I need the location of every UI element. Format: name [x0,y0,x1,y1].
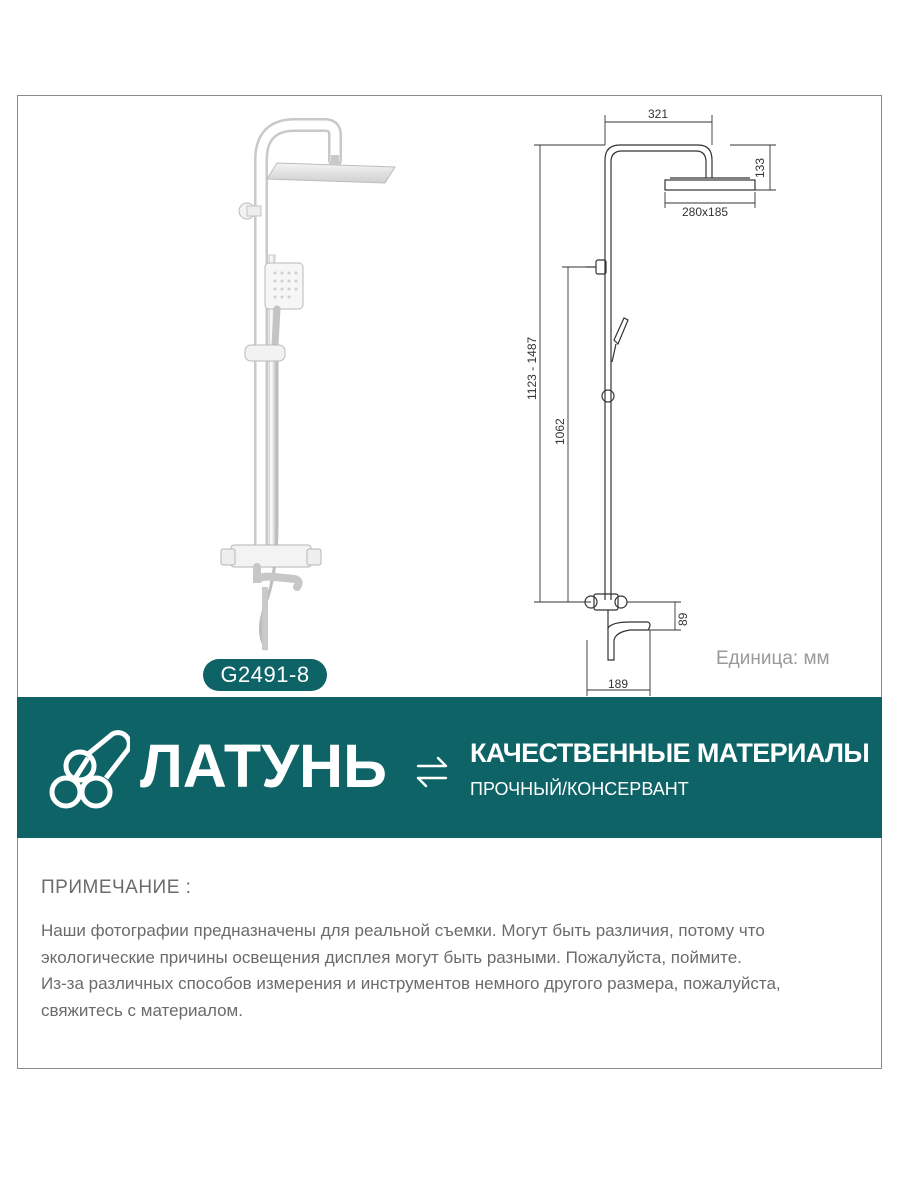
dim-head-height: 133 [753,157,767,178]
note-title: ПРИМЕЧАНИЕ : [41,877,192,898]
dim-valve-height: 89 [676,612,690,626]
quality-subline: ПРОЧНЫЙ/КОНСЕРВАНТ [470,779,689,799]
dim-total-height: 1123 - 1487 [525,336,539,400]
note-line: Наши фотографии предназначены для реальной съемки. Могут быть различия, потому что [41,921,765,940]
dim-slide-height: 1062 [553,418,567,445]
dim-head-size: 280x185 [682,205,729,219]
model-badge: G2491-8 [203,659,327,691]
note-text [41,918,871,1024]
swap-arrows-icon [412,752,452,792]
pipes-icon [48,728,130,810]
note-line: свяжитесь с материалом. [41,1000,243,1020]
note-line: Из-за различных способов измерения и инструментов немного другого размера, пожалуйста, [41,974,781,993]
dim-top-width: 321 [648,107,669,121]
material-name: ЛАТУНЬ [140,732,387,800]
dim-spout-depth: 189 [608,677,629,691]
shower-system-photo [185,105,425,695]
dimension-drawing [500,100,880,700]
quality-headline: КАЧЕСТВЕННЫЕ МАТЕРИАЛЫ [470,738,870,768]
unit-label: Единица: мм [716,648,830,669]
note-line: экологические причины освещения дисплея могут быть разными. Пожалуйста, поймите. [41,947,742,967]
